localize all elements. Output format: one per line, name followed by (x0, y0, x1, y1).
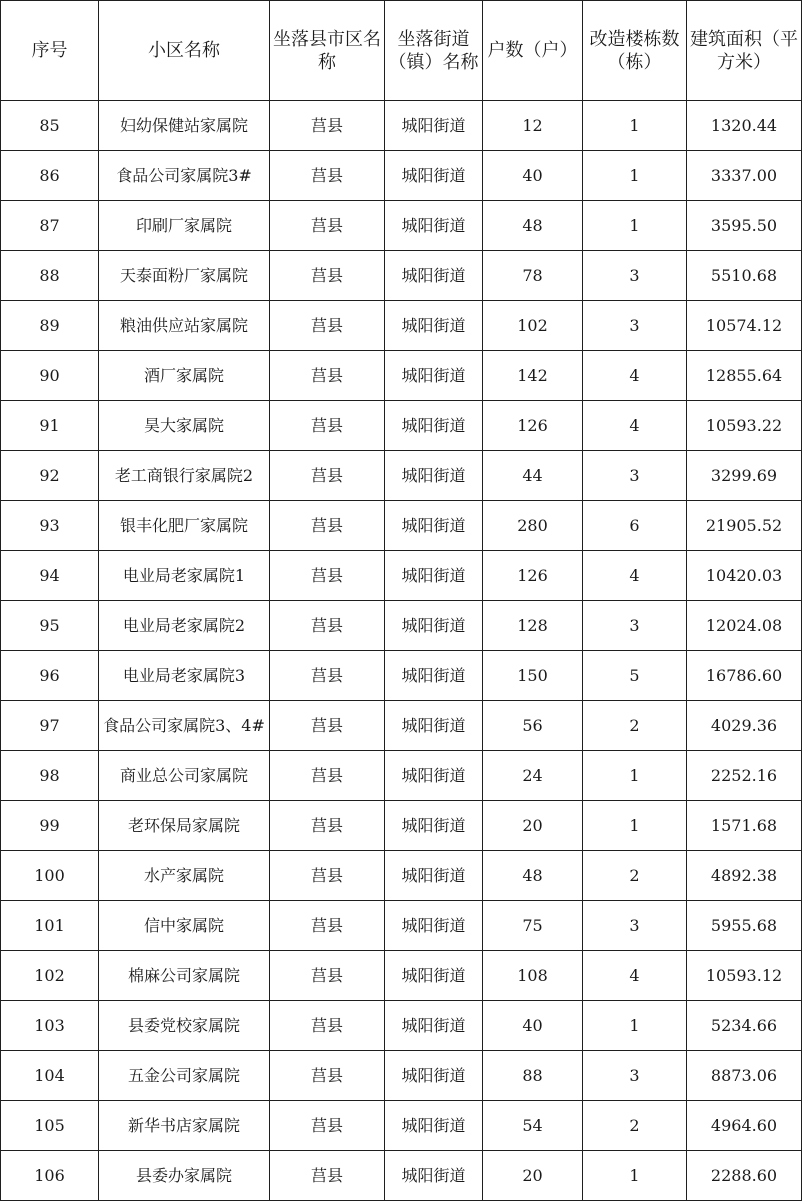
cell-street: 城阳街道 (385, 851, 483, 901)
cell-county: 莒县 (270, 1001, 385, 1051)
cell-street: 城阳街道 (385, 801, 483, 851)
cell-households: 150 (483, 651, 583, 701)
cell-index: 101 (1, 901, 99, 951)
table-row (1, 151, 802, 201)
cell-households: 44 (483, 451, 583, 501)
cell-households: 128 (483, 601, 583, 651)
cell-community-name: 食品公司家属院3# (99, 151, 270, 201)
cell-community-name: 食品公司家属院3、4# (99, 701, 270, 751)
cell-households: 54 (483, 1101, 583, 1151)
cell-floor-area: 12855.64 (687, 351, 802, 401)
cell-county: 莒县 (270, 1101, 385, 1151)
table-row (1, 1101, 802, 1151)
cell-street: 城阳街道 (385, 201, 483, 251)
cell-community-name: 妇幼保健站家属院 (99, 101, 270, 151)
cell-street: 城阳街道 (385, 1051, 483, 1101)
table-row (1, 651, 802, 701)
cell-community-name: 商业总公司家属院 (99, 751, 270, 801)
cell-households: 48 (483, 851, 583, 901)
cell-floor-area: 2288.60 (687, 1151, 802, 1201)
table-row (1, 601, 802, 651)
cell-community-name: 信中家属院 (99, 901, 270, 951)
cell-buildings: 3 (583, 251, 687, 301)
cell-county: 莒县 (270, 951, 385, 1001)
cell-households: 78 (483, 251, 583, 301)
cell-street: 城阳街道 (385, 751, 483, 801)
header-buildings: 改造楼栋数（栋） (583, 1, 687, 101)
cell-street: 城阳街道 (385, 501, 483, 551)
cell-community-name: 酒厂家属院 (99, 351, 270, 401)
cell-households: 40 (483, 1001, 583, 1051)
cell-community-name: 县委党校家属院 (99, 1001, 270, 1051)
cell-buildings: 4 (583, 551, 687, 601)
cell-households: 108 (483, 951, 583, 1001)
cell-community-name: 老工商银行家属院2 (99, 451, 270, 501)
cell-index: 93 (1, 501, 99, 551)
header-community-name: 小区名称 (99, 1, 270, 101)
cell-buildings: 1 (583, 101, 687, 151)
table-row (1, 551, 802, 601)
cell-street: 城阳街道 (385, 151, 483, 201)
cell-floor-area: 16786.60 (687, 651, 802, 701)
cell-index: 98 (1, 751, 99, 801)
cell-buildings: 2 (583, 701, 687, 751)
cell-floor-area: 2252.16 (687, 751, 802, 801)
cell-floor-area: 3299.69 (687, 451, 802, 501)
cell-households: 56 (483, 701, 583, 751)
cell-floor-area: 12024.08 (687, 601, 802, 651)
cell-index: 100 (1, 851, 99, 901)
cell-floor-area: 4892.38 (687, 851, 802, 901)
cell-floor-area: 10574.12 (687, 301, 802, 351)
cell-county: 莒县 (270, 801, 385, 851)
cell-community-name: 电业局老家属院2 (99, 601, 270, 651)
cell-buildings: 1 (583, 201, 687, 251)
cell-buildings: 3 (583, 451, 687, 501)
cell-community-name: 印刷厂家属院 (99, 201, 270, 251)
table-row (1, 1001, 802, 1051)
cell-floor-area: 1320.44 (687, 101, 802, 151)
cell-county: 莒县 (270, 551, 385, 601)
cell-community-name: 电业局老家属院3 (99, 651, 270, 701)
cell-county: 莒县 (270, 1151, 385, 1201)
table-row (1, 1151, 802, 1201)
cell-index: 106 (1, 1151, 99, 1201)
cell-index: 99 (1, 801, 99, 851)
cell-index: 89 (1, 301, 99, 351)
cell-street: 城阳街道 (385, 901, 483, 951)
cell-buildings: 3 (583, 901, 687, 951)
cell-households: 88 (483, 1051, 583, 1101)
cell-county: 莒县 (270, 251, 385, 301)
table-row (1, 751, 802, 801)
cell-floor-area: 3595.50 (687, 201, 802, 251)
cell-street: 城阳街道 (385, 301, 483, 351)
cell-floor-area: 10593.12 (687, 951, 802, 1001)
cell-county: 莒县 (270, 751, 385, 801)
cell-county: 莒县 (270, 451, 385, 501)
cell-buildings: 4 (583, 401, 687, 451)
cell-households: 75 (483, 901, 583, 951)
cell-households: 20 (483, 801, 583, 851)
table-row (1, 701, 802, 751)
table-row (1, 351, 802, 401)
cell-county: 莒县 (270, 651, 385, 701)
table-row (1, 301, 802, 351)
cell-street: 城阳街道 (385, 701, 483, 751)
cell-buildings: 4 (583, 351, 687, 401)
cell-community-name: 昊大家属院 (99, 401, 270, 451)
cell-index: 90 (1, 351, 99, 401)
cell-floor-area: 5955.68 (687, 901, 802, 951)
cell-index: 104 (1, 1051, 99, 1101)
header-street: 坐落街道（镇）名称 (385, 1, 483, 101)
cell-county: 莒县 (270, 701, 385, 751)
cell-county: 莒县 (270, 851, 385, 901)
cell-buildings: 1 (583, 151, 687, 201)
cell-community-name: 老环保局家属院 (99, 801, 270, 851)
cell-community-name: 五金公司家属院 (99, 1051, 270, 1101)
cell-street: 城阳街道 (385, 1101, 483, 1151)
cell-floor-area: 4964.60 (687, 1101, 802, 1151)
cell-street: 城阳街道 (385, 601, 483, 651)
cell-community-name: 水产家属院 (99, 851, 270, 901)
cell-buildings: 1 (583, 1151, 687, 1201)
cell-households: 126 (483, 401, 583, 451)
cell-index: 92 (1, 451, 99, 501)
cell-floor-area: 3337.00 (687, 151, 802, 201)
table-row (1, 101, 802, 151)
cell-index: 97 (1, 701, 99, 751)
cell-buildings: 6 (583, 501, 687, 551)
cell-county: 莒县 (270, 151, 385, 201)
cell-index: 87 (1, 201, 99, 251)
cell-county: 莒县 (270, 1051, 385, 1101)
cell-index: 96 (1, 651, 99, 701)
cell-county: 莒县 (270, 351, 385, 401)
header-households: 户数（户） (483, 1, 583, 101)
cell-community-name: 天泰面粉厂家属院 (99, 251, 270, 301)
cell-street: 城阳街道 (385, 1001, 483, 1051)
cell-floor-area: 8873.06 (687, 1051, 802, 1101)
table-row (1, 951, 802, 1001)
cell-index: 94 (1, 551, 99, 601)
cell-households: 24 (483, 751, 583, 801)
cell-households: 280 (483, 501, 583, 551)
cell-buildings: 2 (583, 851, 687, 901)
cell-households: 40 (483, 151, 583, 201)
header-row (1, 1, 802, 101)
cell-floor-area: 5234.66 (687, 1001, 802, 1051)
cell-households: 102 (483, 301, 583, 351)
cell-floor-area: 10593.22 (687, 401, 802, 451)
cell-buildings: 4 (583, 951, 687, 1001)
cell-buildings: 1 (583, 1001, 687, 1051)
cell-index: 86 (1, 151, 99, 201)
cell-index: 85 (1, 101, 99, 151)
cell-county: 莒县 (270, 401, 385, 451)
cell-buildings: 3 (583, 1051, 687, 1101)
cell-buildings: 3 (583, 601, 687, 651)
cell-county: 莒县 (270, 901, 385, 951)
cell-street: 城阳街道 (385, 951, 483, 1001)
cell-county: 莒县 (270, 201, 385, 251)
cell-county: 莒县 (270, 601, 385, 651)
cell-community-name: 棉麻公司家属院 (99, 951, 270, 1001)
cell-floor-area: 21905.52 (687, 501, 802, 551)
cell-index: 95 (1, 601, 99, 651)
cell-index: 91 (1, 401, 99, 451)
cell-buildings: 1 (583, 751, 687, 801)
cell-households: 142 (483, 351, 583, 401)
cell-floor-area: 5510.68 (687, 251, 802, 301)
cell-index: 105 (1, 1101, 99, 1151)
table-row (1, 401, 802, 451)
table-row (1, 901, 802, 951)
cell-community-name: 县委办家属院 (99, 1151, 270, 1201)
cell-index: 103 (1, 1001, 99, 1051)
table-row (1, 1051, 802, 1101)
cell-households: 20 (483, 1151, 583, 1201)
cell-floor-area: 1571.68 (687, 801, 802, 851)
cell-index: 88 (1, 251, 99, 301)
table-row (1, 201, 802, 251)
table-row (1, 851, 802, 901)
cell-community-name: 新华书店家属院 (99, 1101, 270, 1151)
cell-county: 莒县 (270, 101, 385, 151)
header-floor-area: 建筑面积（平方米） (687, 1, 802, 101)
table-row (1, 251, 802, 301)
cell-street: 城阳街道 (385, 251, 483, 301)
cell-community-name: 粮油供应站家属院 (99, 301, 270, 351)
table-row (1, 801, 802, 851)
cell-floor-area: 4029.36 (687, 701, 802, 751)
cell-buildings: 5 (583, 651, 687, 701)
cell-households: 12 (483, 101, 583, 151)
table-row (1, 451, 802, 501)
cell-street: 城阳街道 (385, 451, 483, 501)
cell-county: 莒县 (270, 501, 385, 551)
cell-households: 48 (483, 201, 583, 251)
cell-buildings: 1 (583, 801, 687, 851)
cell-county: 莒县 (270, 301, 385, 351)
cell-street: 城阳街道 (385, 351, 483, 401)
header-county: 坐落县市区名称 (270, 1, 385, 101)
cell-index: 102 (1, 951, 99, 1001)
table-header (1, 1, 802, 101)
table-body (1, 101, 802, 1201)
cell-buildings: 2 (583, 1101, 687, 1151)
cell-street: 城阳街道 (385, 401, 483, 451)
cell-community-name: 电业局老家属院1 (99, 551, 270, 601)
cell-street: 城阳街道 (385, 551, 483, 601)
table-row (1, 501, 802, 551)
header-index: 序号 (1, 1, 99, 101)
cell-street: 城阳街道 (385, 651, 483, 701)
cell-street: 城阳街道 (385, 1151, 483, 1201)
cell-community-name: 银丰化肥厂家属院 (99, 501, 270, 551)
cell-buildings: 3 (583, 301, 687, 351)
cell-households: 126 (483, 551, 583, 601)
cell-street: 城阳街道 (385, 101, 483, 151)
cell-floor-area: 10420.03 (687, 551, 802, 601)
